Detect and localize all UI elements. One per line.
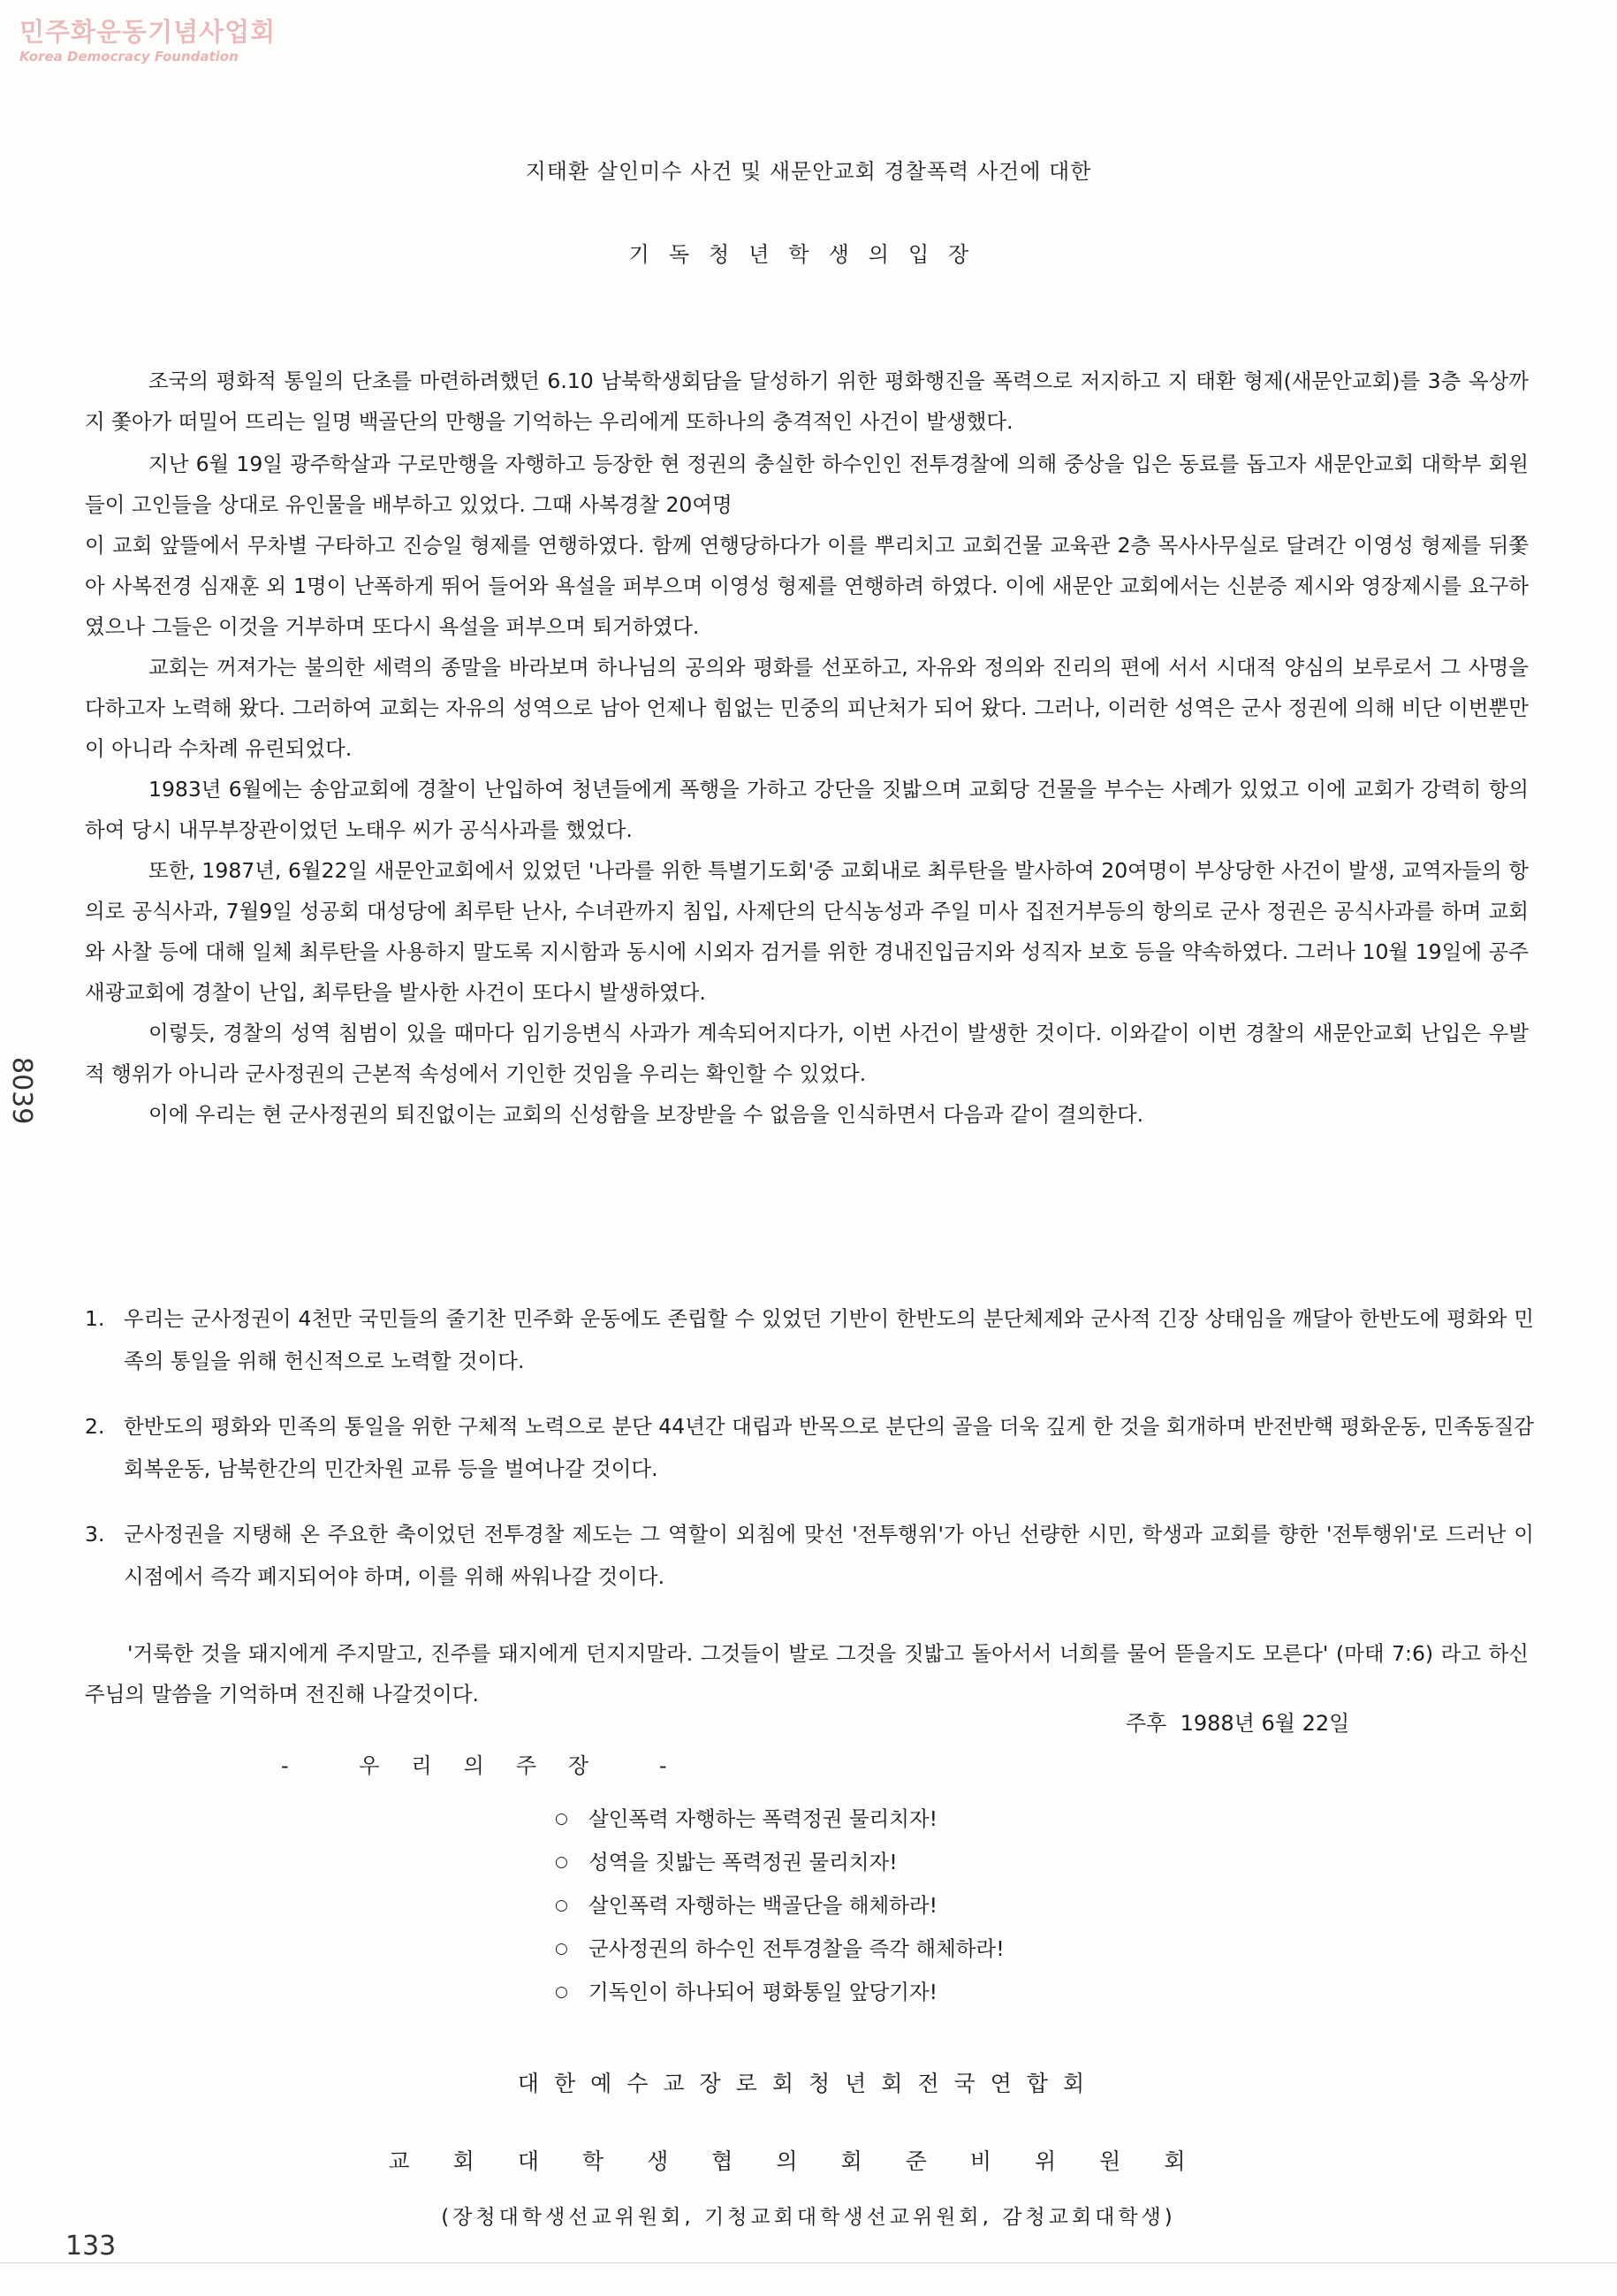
paragraph: 지난 6월 19일 광주학살과 구로만행을 자행하고 등장한 현 정권의 충실한 하수인인 전투경찰에 의해 중상을 입은 동료를 돕고자 새문안교회 대학부 회원들이 고인들을 상대로 유인물을 배부하고 있었다. 그때 사복경찰 20여명 [85, 452, 1529, 517]
slogan-text: 군사정권의 하수인 전투경찰을 즉각 해체하라! [588, 1936, 1005, 1961]
resolution-text: 한반도의 평화와 민족의 통일을 위한 구체적 노력으로 분단 44년간 대립과 반목으로 분단의 골을 더욱 깊게 한 것을 회개하며 반전반핵 평화운동, 민족동질감 회복운동, 남북한간의 민간차원 교류 등을 벌여나갈 것이다. [124, 1414, 1534, 1481]
list-item [85, 1405, 1534, 1490]
watermark-korean: 민주화운동기념사업회 [19, 17, 277, 47]
resolution-text: 우리는 군사정권이 4천만 국민들의 줄기찬 민주화 운동에도 존립할 수 있었던 기반이 한반도의 분단체제와 군사적 긴장 상태임을 깨달아 한반도에 평화와 민족의 통일을 위해 헌신적으로 노력할 것이다. [124, 1306, 1534, 1373]
circle-bullet-icon: ○ [555, 1810, 568, 1828]
list-item [555, 1927, 1005, 1971]
slogan-text: 성역을 짓밟는 폭력정권 물리치자! [588, 1850, 898, 1874]
paragraph: 이에 우리는 현 군사정권의 퇴진없이는 교회의 신성함을 보장받을 수 없음을 인식하면서 다음과 같이 결의한다. [148, 1102, 1144, 1127]
resolution-number: 2. [85, 1414, 105, 1439]
paragraph: 교회는 꺼져가는 불의한 세력의 종말을 바라보며 하나님의 공의와 평화를 선포하고, 자유와 정의와 진리의 편에 서서 시대적 양심의 보루로서 그 사명을 다하고자 노력해 왔다. 그러하여 교회는 자유의 성역으로 남아 언제나 힘없는 민중의 피난처가 되어 왔다. 그러나, 이러한 성역은 군사 정권에 의해 비단 이번뿐만이 아니라 수차례 유린되었다. [85, 655, 1529, 761]
resolution-number: 1. [85, 1306, 105, 1331]
margin-annotation: 8039 [6, 1057, 37, 1125]
resolution-list [85, 1297, 1534, 1621]
slogan-text: 살인폭력 자행하는 백골단을 해체하라! [588, 1893, 938, 1918]
circle-bullet-icon: ○ [555, 1940, 568, 1958]
page-number: 133 [65, 2231, 117, 2262]
resolution-text: 군사정권을 지탱해 온 주요한 축이었던 전투경찰 제도는 그 역할이 외침에 맞선 '전투행위'가 아닌 선량한 시민, 학생과 교회를 향한 '전투행위'로 드러난 이 시점에서 즉각 폐지되어야 하며, 이를 위해 싸워나갈 것이다. [124, 1522, 1534, 1589]
scan-divider [0, 2262, 1617, 2263]
list-item [555, 1971, 1005, 2014]
paragraph: 조국의 평화적 통일의 단초를 마련하려했던 6.10 남북학생회담을 달성하기 위한 평화행진을 폭력으로 저지하고 지 태환 형제(새문안교회)를 3층 옥상까지 쫓아가 떠밀어 뜨리는 일명 백골단의 만행을 기억하는 우리에게 또하나의 충격적인 사건이 발생했다. [85, 369, 1529, 434]
circle-bullet-icon: ○ [555, 1983, 568, 2001]
paragraph: 또한, 1987년, 6월22일 새문안교회에서 있었던 '나라를 위한 특별기도회'중 교회내로 최루탄을 발사하여 20여명이 부상당한 사건이 발생, 교역자들의 항의로 공식사과, 7월9일 성공회 대성당에 최루탄 난사, 수녀관까지 침입, 사제단의 단식농성과 주일 미사 집전거부등의 항의로 군사 정권은 공식사과를 하며 교회와 사찰 등에 대해 일체 최루탄을 사용하지 말도록 지시함과 동시에 시외자 검거를 위한 경내진입금지와 성직자 보호 등을 약속하였다. 그러나 10월 19일에 공주 새광교회에 경찰이 난입, 최루탄을 발사한 사건이 또다시 발생하였다. [85, 858, 1529, 1005]
organization-committee: 교회대학생협의회준비위원회 [388, 2148, 1229, 2174]
circle-bullet-icon: ○ [555, 1897, 568, 1914]
slogan-text: 살인폭력 자행하는 폭력정권 물리치자! [588, 1806, 938, 1831]
document-subtitle: 기독청년학생의입장 [628, 242, 989, 267]
organization-members: (장청대학생선교위원회, 기청교회대학생선교위원회, 감청교회대학생) [441, 2206, 1176, 2229]
document-title: 지태환 살인미수 사건 및 새문안교회 경찰폭력 사건에 대한 [525, 159, 1092, 184]
list-item [555, 1841, 1005, 1884]
paragraph: 이 교회 앞뜰에서 무차별 구타하고 진승일 형제를 연행하였다. 함께 연행당하다가 이를 뿌리치고 교회건물 교육관 2층 목사사무실로 달려간 이영성 형제를 뒤쫓아 사복전경 심재훈 외 1명이 난폭하게 뛰어 들어와 욕설을 퍼부으며 이영성 형제를 연행하려 하였다. 이에 새문안 교회에서는 신분증 제시와 영장제시를 요구하였으나 그들은 이것을 거부하며 또다시 욕설을 퍼부으며 퇴거하였다. [85, 533, 1529, 639]
claims-heading: - 우리의주장 - [281, 1753, 699, 1778]
slogan-text: 기독인이 하나되어 평화통일 앞당기자! [588, 1980, 938, 2004]
resolution-number: 3. [85, 1522, 105, 1547]
watermark-english: Korea Democracy Foundation [19, 49, 239, 65]
list-item [555, 1798, 1005, 1841]
list-item [555, 1884, 1005, 1927]
organization-name: 대한예수교장로회청년회전국연합회 [517, 2071, 1100, 2096]
watermark-logo [19, 16, 285, 65]
circle-bullet-icon: ○ [555, 1853, 568, 1871]
paragraph: 1983년 6월에는 송암교회에 경찰이 난입하여 청년들에게 폭행을 가하고 강단을 짓밟으며 교회당 건물을 부수는 사례가 있었고 이에 교회가 강력히 항의하여 당시 내무부장관이었던 노태우 씨가 공식사과를 했었다. [85, 777, 1529, 842]
paragraph: 이렇듯, 경찰의 성역 침범이 있을 때마다 임기응변식 사과가 계속되어지다가, 이번 사건이 발생한 것이다. 이와같이 이번 경찰의 새문안교회 난입은 우발적 행위가 아니라 군사정권의 근본적 속성에서 기인한 것임을 우리는 확인할 수 있었다. [85, 1021, 1529, 1086]
list-item [85, 1513, 1534, 1598]
body-text [85, 361, 1529, 1135]
slogan-list [555, 1798, 1005, 2014]
document-date: 주후 1988년 6월 22일 [1126, 1711, 1350, 1736]
scripture-quote: '거룩한 것을 돼지에게 주지말고, 진주를 돼지에게 던지지말라. 그것들이 발로 그것을 짓밟고 돌아서서 너희를 물어 뜯을지도 모른다' (마태 7:6) 라고 하신 주님의 말씀을 기억하며 전진해 나갈것이다. [85, 1641, 1529, 1707]
list-item [85, 1297, 1534, 1382]
